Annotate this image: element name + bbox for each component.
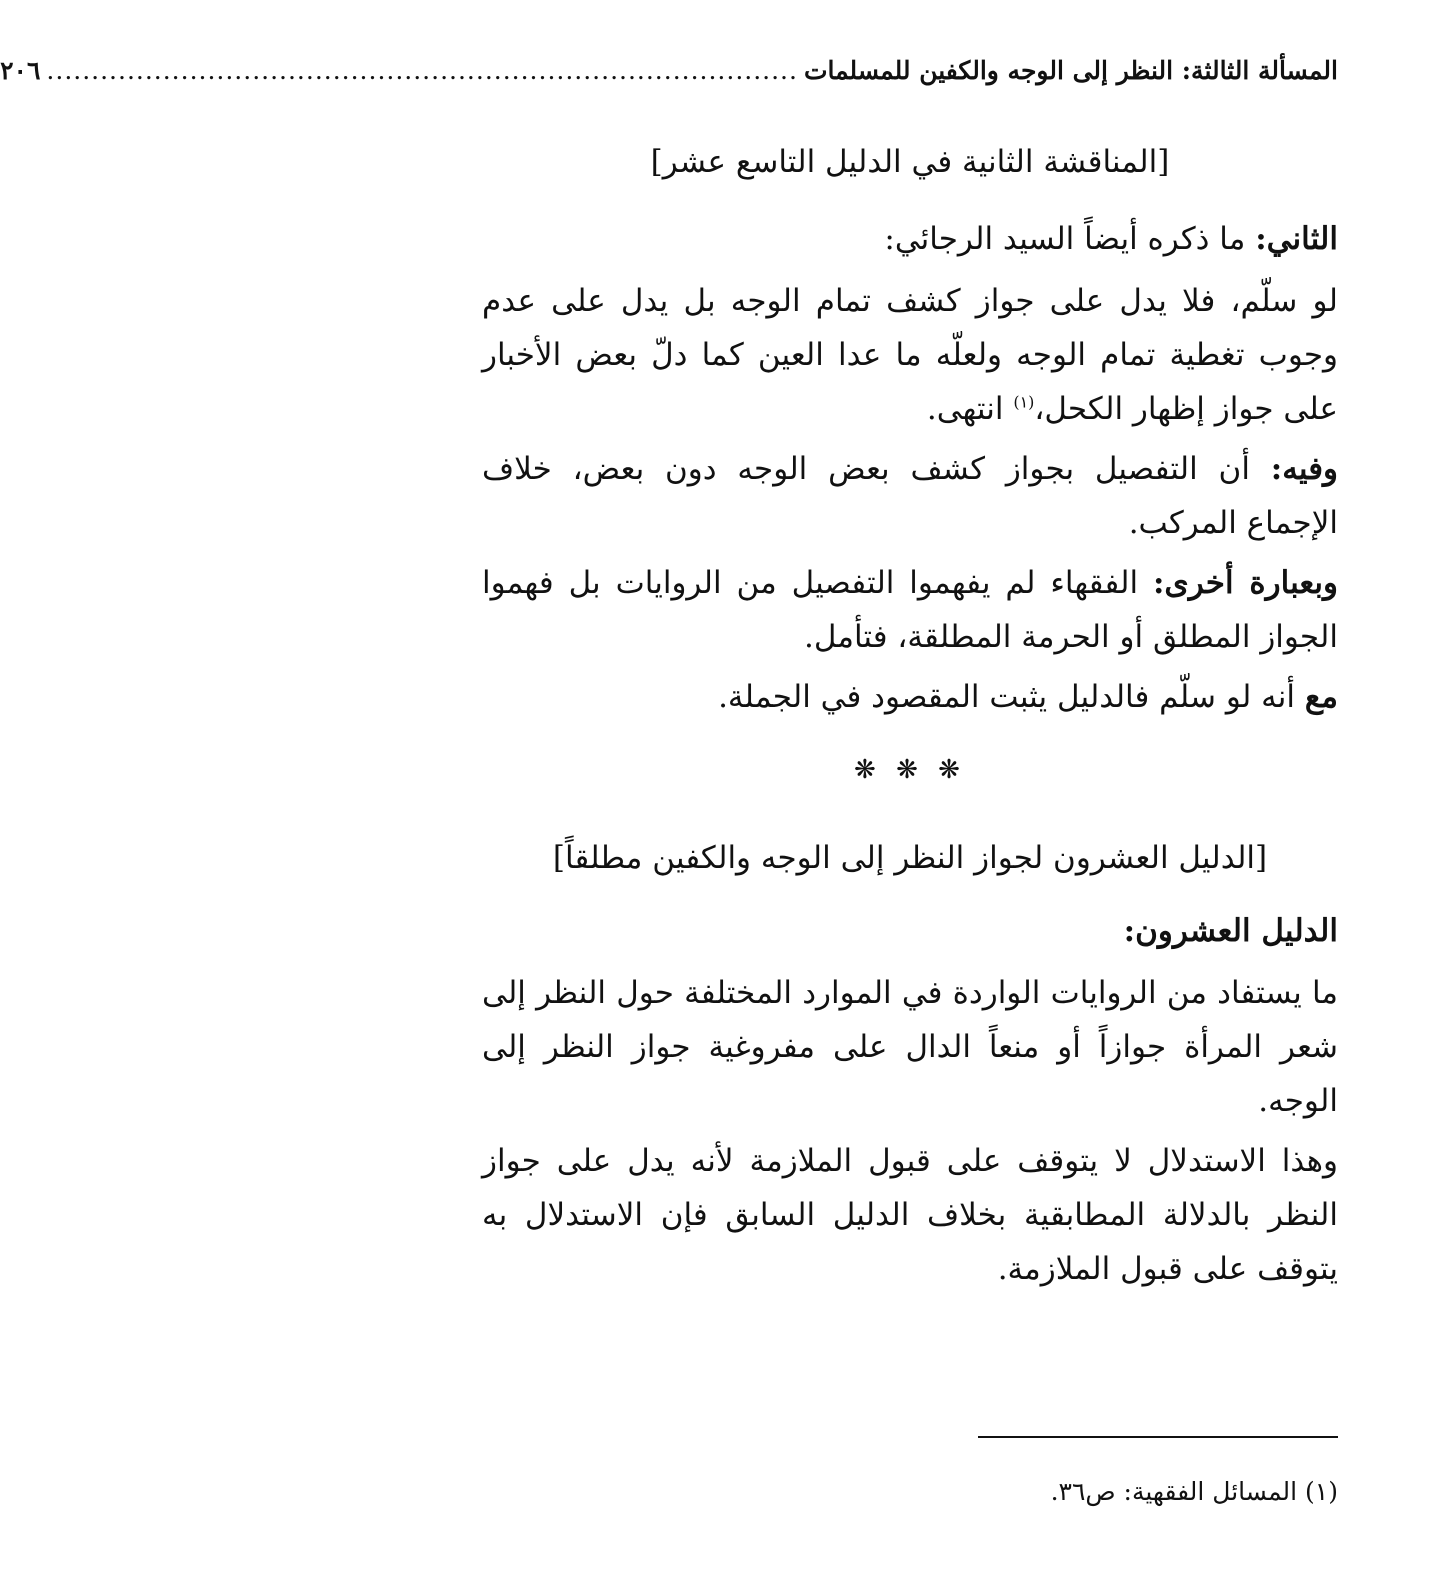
paragraph-text: ما ذكره أيضاً السيد الرجائي: <box>884 221 1256 257</box>
footnote-divider <box>978 1436 1338 1438</box>
paragraph-lead: مع <box>1304 679 1338 715</box>
paragraph-lead: الثاني: <box>1255 221 1338 257</box>
paragraph-other-wording <box>482 556 1338 664</box>
header-leader-dots: .................................................................................... <box>46 55 798 85</box>
section-heading-twentieth-evidence: [الدليل العشرون لجواز النظر إلى الوجه والكفين مطلقاً] <box>552 840 1268 876</box>
paragraph-reasoning: وهذا الاستدلال لا يتوقف على قبول الملازمة لأنه يدل على جواز النظر بالدلالة المطابقية بخلاف الدليل السابق فإن الاستدلال به يتوقف على قبول الملازمة. <box>482 1143 1338 1287</box>
header-title: المسألة الثالثة: النظر إلى الوجه والكفين للمسلمات <box>803 55 1338 85</box>
paragraph-text: الفقهاء لم يفهموا التفصيل من الروايات بل فهموا الجواز المطلق أو الحرمة المطلقة، فتأمل. <box>482 565 1338 655</box>
paragraph-lead: وفيه: <box>1270 451 1338 487</box>
paragraph-conclusion <box>482 670 1338 724</box>
paragraph-text: لو سلّم، فلا يدل على جواز كشف تمام الوجه بل يدل على عدم وجوب تغطية تمام الوجه ولعلّه ما عدا العين كما دلّ بعض الأخبار على جواز إظهار الكحل، <box>482 283 1338 427</box>
paragraph-tail: انتهى. <box>926 391 1014 427</box>
footnote-1: (١) المسائل الفقهية: ص٣٦. <box>1050 1477 1338 1506</box>
paragraph-text: أن التفصيل بجواز كشف بعض الوجه دون بعض، خلاف الإجماع المركب. <box>482 451 1338 541</box>
page-number: ٢٠٦ <box>0 55 41 85</box>
subheading-twentieth-evidence: الدليل العشرون: <box>1123 913 1338 949</box>
paragraph-quote <box>482 274 1338 436</box>
paragraph-evidence: ما يستفاد من الروايات الواردة في الموارد المختلفة حول النظر إلى شعر المرأة جوازاً أو منعاً الدال على مفروغية جواز النظر إلى الوجه. <box>482 975 1338 1119</box>
section-heading-discussion: [المناقشة الثانية في الدليل التاسع عشر] <box>650 144 1170 180</box>
paragraph-second <box>482 212 1338 266</box>
running-header <box>0 48 1338 92</box>
paragraph-critique <box>482 442 1338 550</box>
paragraph-lead: وبعبارة أخرى: <box>1152 565 1338 601</box>
paragraph-text: أنه لو سلّم فالدليل يثبت المقصود في الجملة. <box>718 679 1305 715</box>
section-separator-asterisks: ❋ ❋ ❋ <box>854 755 966 785</box>
footnote-reference: (١) <box>1013 392 1035 412</box>
page-body <box>482 140 1338 1296</box>
